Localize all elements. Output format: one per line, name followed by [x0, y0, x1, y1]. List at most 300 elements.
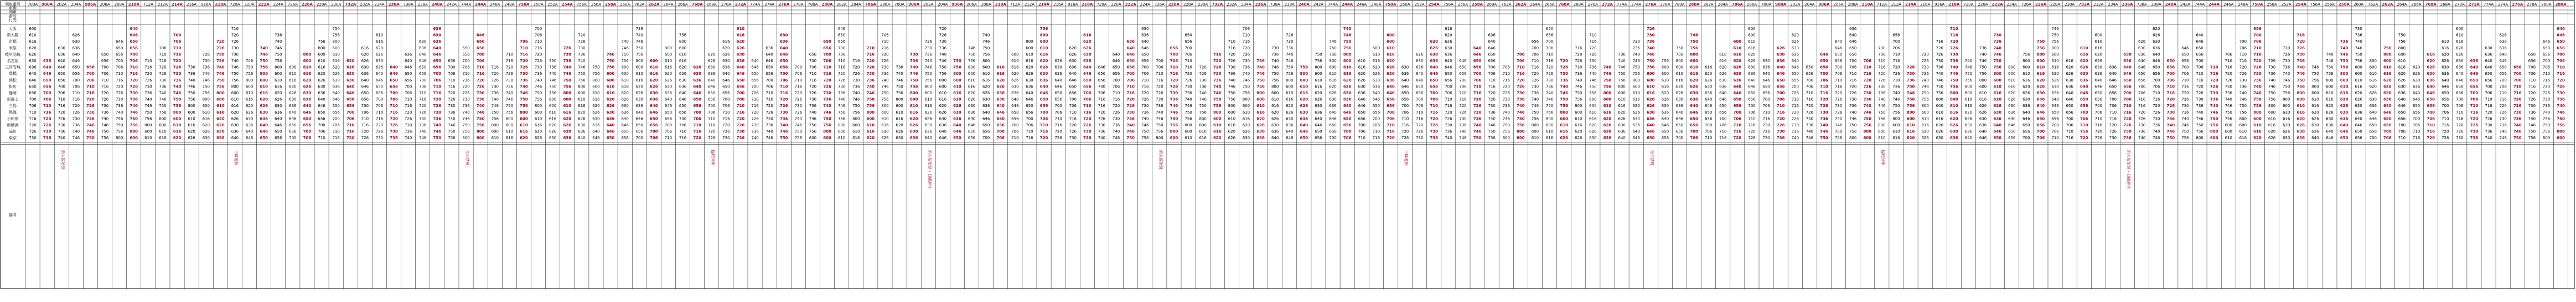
time-cell: 640: [1733, 84, 1742, 89]
time-cell: 600: [1170, 136, 1178, 141]
time-cell: 720: [1575, 52, 1582, 57]
station-label: 掛川: [9, 84, 17, 89]
time-cell: 620: [896, 123, 903, 127]
time-cell: 710: [2485, 97, 2492, 102]
time-cell: 600: [1300, 78, 1308, 83]
time-cell: 726: [216, 45, 225, 50]
time-cell: 716: [1372, 136, 1380, 141]
time-cell: 730: [2470, 129, 2479, 134]
time-cell: 626: [1069, 52, 1077, 57]
time-cell: 646: [303, 110, 312, 115]
time-cell: 626: [896, 129, 903, 134]
station-label: 岐阜羽島: [5, 52, 20, 57]
time-cell: 656: [664, 116, 673, 121]
time-cell: 720: [1170, 78, 1178, 83]
time-cell: 726: [404, 116, 412, 121]
time-cell: 736: [1459, 123, 1467, 127]
train-number: 248A: [2238, 2, 2248, 7]
time-cell: 636: [433, 39, 442, 44]
time-cell: 620: [289, 84, 297, 89]
time-cell: 716: [29, 116, 37, 121]
time-cell: 630: [1589, 136, 1597, 141]
time-cell: 626: [592, 110, 600, 115]
time-cell: 646: [1445, 65, 1452, 70]
time-cell: 726: [1170, 84, 1178, 89]
time-cell: 726: [1213, 65, 1222, 70]
time-cell: 650: [275, 129, 282, 134]
time-cell: 620: [2427, 59, 2435, 63]
time-cell: 620: [2412, 65, 2420, 70]
time-cell: 706: [809, 65, 817, 70]
time-cell: 730: [2196, 97, 2203, 102]
time-cell: 636: [650, 97, 658, 102]
time-cell: 620: [2340, 97, 2349, 102]
time-cell: 736: [578, 52, 586, 57]
time-cell: 736: [2253, 78, 2262, 83]
time-cell: 750: [1603, 78, 1612, 83]
time-cell: 700: [101, 65, 109, 70]
time-cell: 750: [1675, 45, 1684, 50]
time-cell: 646: [1011, 104, 1019, 109]
time-cell: 726: [534, 59, 542, 63]
time-cell: 616: [1387, 52, 1395, 57]
time-cell: 706: [1372, 123, 1380, 127]
time-cell: 626: [1242, 129, 1250, 134]
time-cell: 726: [1112, 110, 1120, 115]
time-cell: 616: [2296, 110, 2305, 115]
time-cell: 636: [1618, 129, 1626, 134]
train-number: 262A: [2382, 2, 2393, 7]
time-cell: 626: [1387, 65, 1395, 70]
time-cell: 646: [2123, 71, 2132, 76]
train-number: 900A: [908, 2, 920, 7]
time-cell: 636: [419, 45, 427, 50]
train-number: 226A: [2035, 2, 2046, 7]
time-cell: 800: [1184, 123, 1192, 127]
time-cell: 630: [419, 39, 427, 44]
time-cell: 626: [939, 110, 947, 115]
time-cell: 756: [1906, 104, 1915, 109]
time-cell: 616: [275, 84, 282, 89]
train-number: 240A: [1298, 2, 1310, 7]
time-cell: 740: [1271, 59, 1279, 63]
time-cell: 750: [779, 136, 788, 141]
time-cell: 730: [1228, 65, 1236, 70]
time-cell: 756: [982, 52, 990, 57]
time-cell: 750: [953, 59, 961, 63]
time-cell: 720: [1039, 136, 1048, 141]
time-cell: 650: [1545, 27, 1554, 31]
time-cell: 626: [1719, 71, 1727, 76]
time-cell: 650: [1141, 52, 1149, 57]
time-cell: 706: [1459, 84, 1467, 89]
time-cell: 636: [621, 110, 629, 115]
train-number: 732A: [2078, 2, 2090, 7]
time-cell: 636: [2485, 52, 2492, 57]
time-cell: 720: [2210, 78, 2218, 83]
time-cell: 716: [1820, 91, 1828, 95]
time-cell: 710: [115, 71, 123, 76]
time-cell: 636: [635, 104, 643, 109]
time-cell: 636: [1603, 136, 1612, 141]
time-cell: 736: [1560, 78, 1568, 83]
time-cell: 636: [924, 129, 932, 134]
time-cell: 750: [968, 52, 976, 57]
time-cell: 616: [2022, 78, 2030, 83]
train-number: 246A: [1357, 2, 1367, 7]
time-cell: 616: [1675, 78, 1684, 83]
time-cell: 750: [578, 71, 586, 76]
time-cell: 646: [2485, 65, 2492, 70]
time-cell: 716: [2528, 84, 2536, 89]
time-cell: 716: [1545, 59, 1554, 63]
time-cell: 646: [2470, 71, 2479, 76]
time-cell: 710: [2210, 65, 2218, 70]
time-cell: 656: [1372, 110, 1380, 115]
time-cell: 710: [58, 97, 65, 102]
time-cell: 656: [996, 123, 1005, 127]
time-cell: 756: [809, 129, 817, 134]
time-cell: 636: [2094, 71, 2103, 76]
time-cell: 750: [2253, 97, 2262, 102]
time-cell: 800: [1878, 123, 1886, 127]
time-cell: 600: [2557, 136, 2565, 141]
time-cell: 636: [72, 45, 80, 50]
time-cell: 616: [2383, 71, 2392, 76]
time-cell: 630: [1300, 110, 1308, 115]
time-cell: 750: [2239, 104, 2247, 109]
time-cell: 746: [1892, 97, 1900, 102]
time-cell: 626: [260, 104, 268, 109]
time-cell: 800: [491, 123, 499, 127]
time-cell: 730: [115, 97, 123, 102]
time-cell: 700: [419, 78, 427, 83]
time-cell: 610: [2326, 91, 2334, 95]
time-cell: 626: [1372, 71, 1380, 76]
time-cell: 650: [2036, 116, 2045, 121]
time-cell: 640: [2080, 84, 2088, 89]
time-cell: 720: [2196, 84, 2203, 89]
time-cell: 656: [29, 91, 37, 95]
time-cell: 630: [1950, 129, 1958, 134]
train-number: 256A: [1457, 2, 1468, 7]
time-cell: 700: [2369, 136, 2377, 141]
time-cell: 756: [1863, 123, 1872, 127]
time-cell: 700: [1026, 116, 1033, 121]
time-cell: 706: [2470, 97, 2479, 102]
time-cell: 726: [1126, 104, 1135, 109]
time-cell: 626: [318, 78, 325, 83]
train-number: 726A: [2021, 2, 2031, 7]
time-cell: 720: [1921, 52, 1929, 57]
time-cell: 650: [1661, 129, 1669, 134]
time-cell: 650: [303, 116, 312, 121]
time-cell: 610: [909, 104, 918, 109]
time-cell: 716: [2066, 136, 2073, 141]
time-cell: 656: [2557, 45, 2565, 50]
time-cell: 630: [2427, 71, 2435, 76]
time-cell: 736: [1545, 84, 1554, 89]
time-cell: 650: [650, 116, 658, 121]
time-cell: 730: [1430, 129, 1439, 134]
time-cell: 610: [2311, 97, 2319, 102]
time-cell: 636: [318, 91, 325, 95]
time-cell: 730: [1126, 110, 1135, 115]
time-cell: 726: [578, 39, 586, 44]
time-cell: 616: [1906, 129, 1915, 134]
time-cell: 620: [1329, 84, 1337, 89]
time-cell: 730: [1488, 104, 1496, 109]
time-cell: 620: [1646, 97, 1655, 102]
time-cell: 720: [1950, 39, 1958, 44]
time-cell: 720: [693, 136, 701, 141]
time-cell: 600: [2355, 71, 2362, 76]
time-cell: 600: [1213, 116, 1222, 121]
time-cell: 720: [736, 116, 745, 121]
time-cell: 626: [1054, 59, 1062, 63]
time-cell: 746: [606, 52, 615, 57]
time-cell: 600: [1589, 104, 1597, 109]
time-cell: 636: [592, 123, 600, 127]
time-cell: 706: [303, 136, 312, 141]
time-cell: 646: [592, 136, 600, 141]
time-cell: 800: [1575, 104, 1582, 109]
time-cell: 716: [2166, 91, 2175, 95]
time-cell: 650: [982, 123, 990, 127]
time-cell: 756: [837, 116, 846, 121]
time-cell: 726: [101, 97, 109, 102]
time-cell: 626: [2296, 123, 2305, 127]
time-cell: 610: [2355, 78, 2362, 83]
time-cell: 740: [1184, 97, 1192, 102]
time-cell: 700: [722, 97, 730, 102]
time-cell: 726: [708, 136, 716, 141]
train-number: 240A: [2165, 2, 2176, 7]
time-cell: 740: [1286, 52, 1294, 57]
time-cell: 600: [650, 59, 658, 63]
time-cell: 610: [1300, 84, 1308, 89]
time-cell: 646: [1415, 78, 1424, 83]
time-cell: 656: [2499, 71, 2507, 76]
time-cell: 636: [1126, 39, 1135, 44]
time-cell: 630: [375, 59, 384, 63]
time-cell: 736: [2296, 59, 2305, 63]
time-cell: 656: [1531, 39, 1539, 44]
time-cell: 756: [1156, 129, 1163, 134]
time-cell: 716: [159, 59, 167, 63]
time-cell: 646: [404, 65, 412, 70]
time-cell: 800: [2008, 65, 2016, 70]
time-cell: 636: [909, 136, 918, 141]
time-cell: 710: [751, 97, 759, 102]
time-cell: 710: [2066, 129, 2073, 134]
time-cell: 720: [1242, 45, 1250, 50]
time-cell: 726: [1083, 123, 1092, 127]
time-cell: 740: [1473, 123, 1482, 127]
time-cell: 650: [996, 116, 1005, 121]
time-cell: 616: [1719, 59, 1727, 63]
time-cell: 720: [809, 84, 817, 89]
time-cell: 630: [621, 104, 629, 109]
time-cell: 650: [1445, 71, 1452, 76]
time-cell: 740: [275, 39, 282, 44]
time-cell: 706: [2383, 136, 2392, 141]
time-cell: 636: [708, 71, 716, 76]
time-cell: 636: [2138, 52, 2146, 57]
time-cell: 626: [216, 123, 225, 127]
time-cell: 616: [650, 71, 658, 76]
time-cell: 756: [606, 65, 615, 70]
time-cell: 720: [852, 65, 860, 70]
time-cell: 710: [2557, 65, 2565, 70]
time-cell: 746: [1502, 116, 1510, 121]
time-cell: 630: [2340, 110, 2349, 115]
time-cell: 720: [866, 59, 875, 63]
time-cell: 626: [1936, 129, 1943, 134]
time-cell: 740: [549, 71, 557, 76]
time-cell: 656: [1806, 71, 1814, 76]
time-cell: 730: [1445, 123, 1452, 127]
time-cell: 726: [2470, 123, 2479, 127]
time-cell: 616: [982, 78, 990, 83]
time-cell: 706: [318, 129, 325, 134]
time-cell: 730: [2542, 97, 2551, 102]
time-cell: 726: [2153, 110, 2160, 115]
time-cell: 720: [1054, 129, 1062, 134]
time-cell: 750: [1646, 59, 1655, 63]
time-cell: 800: [1156, 136, 1163, 141]
time-cell: 630: [1603, 129, 1612, 134]
train-number: 762A: [1501, 2, 1512, 7]
time-cell: 646: [72, 59, 80, 63]
time-cell: 646: [1762, 78, 1770, 83]
footnote-row: [60, 150, 2131, 189]
time-cell: 756: [1199, 110, 1207, 115]
time-cell: 800: [2311, 84, 2319, 89]
time-cell: 616: [1733, 52, 1742, 57]
time-cell: 616: [2080, 52, 2088, 57]
time-cell: 736: [837, 91, 846, 95]
time-cell: 616: [1358, 65, 1365, 70]
time-cell: 710: [1806, 91, 1814, 95]
time-cell: 700: [1473, 71, 1482, 76]
time-cell: 640: [2094, 78, 2103, 83]
time-cell: 636: [1762, 65, 1770, 70]
time-cell: 720: [346, 136, 355, 141]
time-cell: 710: [390, 104, 398, 109]
time-cell: 650: [1184, 33, 1192, 38]
time-cell: 706: [1358, 129, 1365, 134]
time-cell: 620: [1575, 129, 1582, 134]
time-cell: 640: [361, 78, 369, 83]
time-cell: 740: [1603, 65, 1612, 70]
time-cell: 710: [1112, 91, 1120, 95]
time-cell: 640: [2008, 116, 2016, 121]
time-cell: 756: [2398, 39, 2406, 44]
time-cell: 800: [1026, 39, 1033, 44]
time-cell: 600: [534, 110, 542, 115]
time-cell: 756: [1286, 71, 1294, 76]
time-cell: 716: [115, 78, 123, 83]
time-cell: 750: [1199, 104, 1207, 109]
time-cell: 700: [476, 52, 485, 57]
time-cell: 616: [549, 116, 557, 121]
time-cell: 706: [722, 104, 730, 109]
time-cell: 710: [101, 78, 109, 83]
time-cell: 716: [375, 116, 384, 121]
time-cell: 650: [2196, 45, 2203, 50]
time-cell: 640: [2369, 110, 2377, 115]
time-cell: 610: [1286, 91, 1294, 95]
time-cell: 746: [2542, 116, 2551, 121]
time-cell: 630: [1069, 59, 1077, 63]
time-cell: 620: [664, 71, 673, 76]
time-cell: 610: [1964, 97, 1973, 102]
time-cell: 746: [1156, 116, 1163, 121]
station-label: 京都: [9, 39, 17, 44]
time-cell: 620: [909, 116, 918, 121]
time-cell: 630: [1791, 45, 1799, 50]
time-cell: 706: [1184, 52, 1192, 57]
time-cell: 726: [390, 123, 398, 127]
time-cell: 640: [1690, 104, 1698, 109]
time-cell: 756: [1979, 71, 1987, 76]
time-cell: 700: [2441, 104, 2449, 109]
time-cell: 706: [332, 123, 340, 127]
time-cell: 626: [1343, 84, 1352, 89]
time-cell: 746: [2355, 45, 2362, 50]
time-cell: 746: [2513, 129, 2522, 134]
train-number: 242A: [2180, 2, 2191, 7]
time-cell: 700: [303, 129, 312, 134]
time-cell: 750: [2196, 123, 2203, 127]
time-cell: 600: [1184, 129, 1192, 134]
time-cell: 716: [1170, 71, 1178, 76]
time-cell: 630: [1256, 129, 1265, 134]
time-cell: 726: [794, 97, 803, 102]
time-cell: 720: [1126, 97, 1135, 102]
time-cell: 620: [1242, 123, 1250, 127]
time-cell: 730: [1776, 129, 1785, 134]
time-cell: 650: [2181, 52, 2189, 57]
time-cell: 626: [72, 33, 80, 38]
time-cell: 656: [43, 84, 51, 89]
time-cell: 736: [635, 27, 643, 31]
time-cell: 746: [578, 65, 586, 70]
train-number: 214A: [1905, 2, 1917, 7]
time-cell: 710: [1054, 116, 1062, 121]
time-cell: 600: [289, 65, 297, 70]
time-cell: 656: [1661, 136, 1669, 141]
time-cell: 740: [173, 84, 182, 89]
time-cell: 746: [2311, 65, 2319, 70]
time-cell: 800: [1993, 71, 2001, 76]
time-cell: 706: [1806, 84, 1814, 89]
time-cell: 656: [1039, 104, 1048, 109]
time-cell: 610: [1719, 52, 1727, 57]
time-cell: 630: [1675, 97, 1684, 102]
time-cell: 616: [231, 104, 239, 109]
time-cell: 626: [1256, 123, 1265, 127]
time-cell: 650: [2456, 84, 2464, 89]
time-cell: 750: [1936, 84, 1943, 89]
time-cell: 700: [1011, 123, 1019, 127]
time-cell: 706: [664, 129, 673, 134]
time-cell: 620: [173, 136, 182, 141]
time-cell: 600: [2282, 104, 2290, 109]
time-cell: 650: [2383, 116, 2392, 121]
time-cell: 640: [390, 65, 398, 70]
